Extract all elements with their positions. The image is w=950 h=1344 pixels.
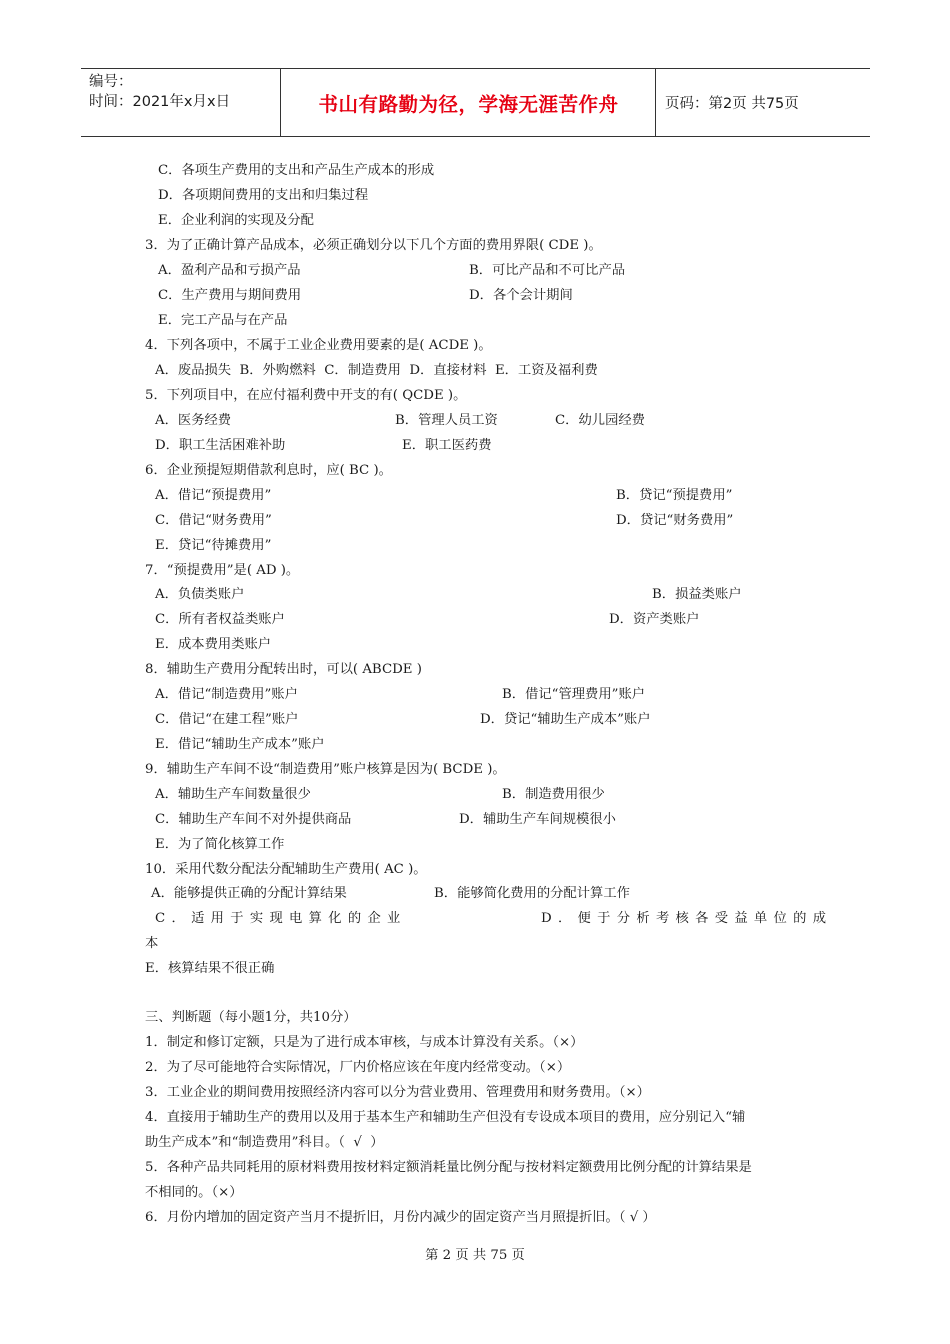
header-page-info: 页码：第2页 共75页	[665, 96, 799, 112]
option-line: D．各项期间费用的支出和归集过程	[158, 188, 369, 203]
option-line: D．贷记“财务费用”	[616, 513, 734, 528]
option-line: E．完工产品与在产品	[158, 313, 288, 328]
option-line: A．借记“制造费用”账户	[155, 687, 298, 702]
judgement-line: 2．为了尽可能地符合实际情况，厂内价格应该在年度内经常变动。（×）	[145, 1060, 571, 1075]
section-heading: 三、判断题（每小题1分，共10分）	[145, 1010, 357, 1025]
option-line: C．借记“财务费用”	[155, 513, 272, 528]
document-number-label: 编号：	[89, 74, 133, 90]
option-line: B．可比产品和不可比产品	[469, 263, 626, 278]
option-line: D．各个会计期间	[469, 288, 573, 303]
option-line: E．成本费用类账户	[155, 637, 272, 652]
option-line: E．借记“辅助生产成本”账户	[155, 737, 325, 752]
question-line: 4．下列各项中，不属于工业企业费用要素的是( ACDE )。	[145, 338, 492, 353]
judgement-line-continuation: 助生产成本”和“制造费用”科目。（ √ ）	[145, 1135, 384, 1150]
judgement-line-continuation: 不相同的。（×）	[145, 1185, 243, 1200]
option-line: D．职工生活困难补助	[155, 438, 286, 453]
question-line: 8．辅助生产费用分配转出时，可以( ABCDE )	[145, 662, 422, 677]
option-line: C．生产费用与期间费用	[158, 288, 302, 303]
question-line: 10．采用代数分配法分配辅助生产费用( AC )。	[145, 862, 427, 877]
option-line: C．各项生产费用的支出和产品生产成本的形成	[158, 163, 435, 178]
option-line: C．辅助生产车间不对外提供商品	[155, 812, 352, 827]
question-line: 9．辅助生产车间不设“制造费用”账户核算是因为( BCDE )。	[145, 762, 506, 777]
option-line: A．废品损失 B．外购燃料 C．制造费用 D．直接材料 E．工资及福利费	[155, 363, 598, 378]
page-footer: 第 2 页 共 75 页	[425, 1248, 525, 1263]
question-line: 7．“预提费用”是( AD )。	[145, 563, 300, 578]
judgement-line: 3．工业企业的期间费用按照经济内容可以分为营业费用、管理费用和财务费用。（×）	[145, 1085, 650, 1100]
option-line: A．医务经费	[155, 413, 232, 428]
document-date: 时间：2021年x月x日	[89, 94, 231, 110]
option-line: B．损益类账户	[652, 587, 742, 602]
question-line: 3．为了正确计算产品成本，必须正确划分以下几个方面的费用界限( CDE )。	[145, 238, 602, 253]
option-line: E．核算结果不很正确	[145, 961, 275, 976]
option-line: E．贷记“待摊费用”	[155, 538, 272, 553]
option-line: B．贷记“预提费用”	[616, 488, 733, 503]
option-line: A．借记“预提费用”	[155, 488, 272, 503]
option-line: D．贷记“辅助生产成本”账户	[480, 712, 651, 727]
option-line: C．幼儿园经费	[555, 413, 645, 428]
option-line: E．职工医药费	[402, 438, 492, 453]
option-line: E．企业利润的实现及分配	[158, 213, 314, 228]
judgement-line: 5．各种产品共同耗用的原材料费用按材料定额消耗量比例分配与按材料定额费用比例分配的计算结果是	[145, 1160, 752, 1175]
header-meta	[81, 69, 281, 136]
option-line: A．负债类账户	[155, 587, 245, 602]
option-line: A．能够提供正确的分配计算结果	[151, 886, 347, 901]
option-line: A．辅助生产车间数量很少	[155, 787, 311, 802]
page-header	[81, 68, 870, 137]
option-line: D．辅助生产车间规模很小	[459, 812, 616, 827]
option-line: C．适用于实现电算化的企业	[155, 911, 407, 926]
option-line: B．能够简化费用的分配计算工作	[434, 886, 630, 901]
header-motto: 书山有路勤为径，学海无涯苦作舟	[282, 69, 656, 136]
option-line: B．管理人员工资	[395, 413, 498, 428]
question-line: 5．下列项目中，在应付福利费中开支的有( QCDE )。	[145, 388, 467, 403]
option-line: C．所有者权益类账户	[155, 612, 285, 627]
question-line: 6．企业预提短期借款利息时，应( BC )。	[145, 463, 392, 478]
option-line: B．制造费用很少	[502, 787, 605, 802]
judgement-line: 1．制定和修订定额，只是为了进行成本审核，与成本计算没有关系。（×）	[145, 1035, 584, 1050]
option-line: B．借记“管理费用”账户	[502, 687, 646, 702]
option-line: D．资产类账户	[609, 612, 700, 627]
judgement-line: 6．月份内增加的固定资产当月不提折旧，月份内减少的固定资产当月照提折旧。（ √ ）	[145, 1210, 656, 1225]
option-line: D．便于分析考核各受益单位的成	[541, 911, 833, 926]
option-line-continuation: 本	[145, 936, 159, 951]
judgement-line: 4．直接用于辅助生产的费用以及用于基本生产和辅助生产但没有专设成本项目的费用，应分别记入“辅	[145, 1110, 746, 1125]
option-line: E．为了简化核算工作	[155, 837, 285, 852]
option-line: A．盈利产品和亏损产品	[158, 263, 301, 278]
option-line: C．借记“在建工程”账户	[155, 712, 299, 727]
